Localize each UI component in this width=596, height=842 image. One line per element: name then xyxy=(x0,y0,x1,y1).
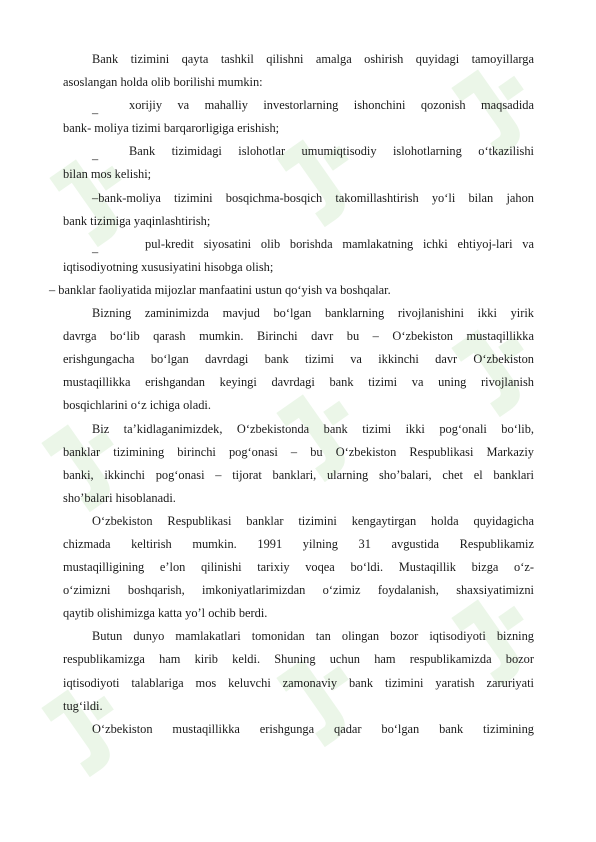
text-line: mustaqilligining e’lon qilinishi tarixiy voqea bo‘ldi. Mustaqillik bizga o‘z- xyxy=(63,560,534,575)
list-dash: – xyxy=(92,244,99,259)
text-line: respublikamizga ham kirib keldi. Shuning uchun ham respublikamizda bozor xyxy=(63,652,534,667)
text-line: bosqichlarini o‘z ichiga oladi. xyxy=(63,398,211,413)
list-dash: – xyxy=(92,152,99,167)
text-line: banklar tizimining birinchi pog‘onasi – bu O‘zbekiston Respublikasi Markaziy xyxy=(63,444,534,459)
text-line: davrga bo‘lib qarash mumkin. Birinchi davr bu – O‘zbekiston mustaqillikka xyxy=(63,329,534,344)
list-item-text: xorijiy va mahalliy investorlarning ishonchini qozonish maqsadida xyxy=(129,98,534,113)
text-line: iqtisodiyotning xususiyatini hisobga olish; xyxy=(63,259,274,274)
text-line: –bank-moliya tizimini bosqichma-bosqich takomillashtirish yo‘li bilan jahon xyxy=(92,190,534,205)
text-line: Bizning zaminimizda mavjud bo‘lgan banklarning rivojlanishini ikki yirik xyxy=(92,306,534,321)
list-item-text: pul-kredit siyosatini olib borishda mamlakatning ichki ehtiyoj-lari va xyxy=(145,236,534,251)
text-line xyxy=(0,140,596,167)
text-line: O‘zbekiston mustaqillikka erishgunga qadar bo‘lgan bank tizimining xyxy=(92,721,534,736)
text-line: bank- moliya tizimi barqarorligiga erishish; xyxy=(63,121,280,136)
text-line: bank tizimiga yaqinlashtirish; xyxy=(63,213,211,228)
list-item-text: Bank tizimidagi islohotlar umumiqtisodiy islohotlarning o‘tkazilishi xyxy=(129,144,534,159)
text-line: bilan mos kelishi; xyxy=(63,167,152,182)
document-body xyxy=(0,48,596,741)
text-line: Butun dunyo mamlakatlari tomonidan tan olingan bozor iqtisodiyoti bizning xyxy=(92,629,534,644)
text-line: Biz ta’kidlaganimizdek, O‘zbekistonda bank tizimi ikki pog‘onali bo‘lib, xyxy=(92,421,534,436)
text-line: erishgungacha bo‘lgan davrdagi bank tizimi va ikkinchi davr O‘zbekiston xyxy=(63,352,534,367)
text-line: chizmada keltirish mumkin. 1991 yilning 31 avgustida Respublikamiz xyxy=(63,536,534,551)
text-line: tug‘ildi. xyxy=(63,698,103,713)
text-line: asoslangan holda olib borilishi mumkin: xyxy=(63,75,263,90)
text-line: O‘zbekiston Respublikasi banklar tizimini kengaytirgan holda quyidagicha xyxy=(92,513,534,528)
text-line xyxy=(0,94,596,121)
text-line xyxy=(0,233,596,259)
text-line: sho’balari hisoblanadi. xyxy=(63,490,176,505)
list-dash: – xyxy=(92,106,99,121)
text-line: – banklar faoliyatida mijozlar manfaatini ustun qo‘yish va boshqalar. xyxy=(49,282,391,297)
text-line: mustaqillikka erishgandan keyingi davrdagi bank tizimi va uning rivojlanish xyxy=(63,375,534,390)
text-line: banki, ikkinchi pog‘onasi – tijorat banklari, ularning sho’balari, chet el banklari xyxy=(63,467,534,482)
text-line: o‘zimizni boshqarish, imkoniyatlarimizdan o‘zimiz foydalanish, shaxsiyatimizni xyxy=(63,583,534,598)
text-line: Bank tizimini qayta tashkil qilishni amalga oshirish quyidagi tamoyillarga xyxy=(92,52,534,66)
text-line: iqtisodiyoti talablariga mos keluvchi zamonaviy bank tizimini yaratish zaruriyati xyxy=(63,675,534,690)
text-line: qaytib olishimizga katta yo’l ochib berdi. xyxy=(63,606,268,621)
